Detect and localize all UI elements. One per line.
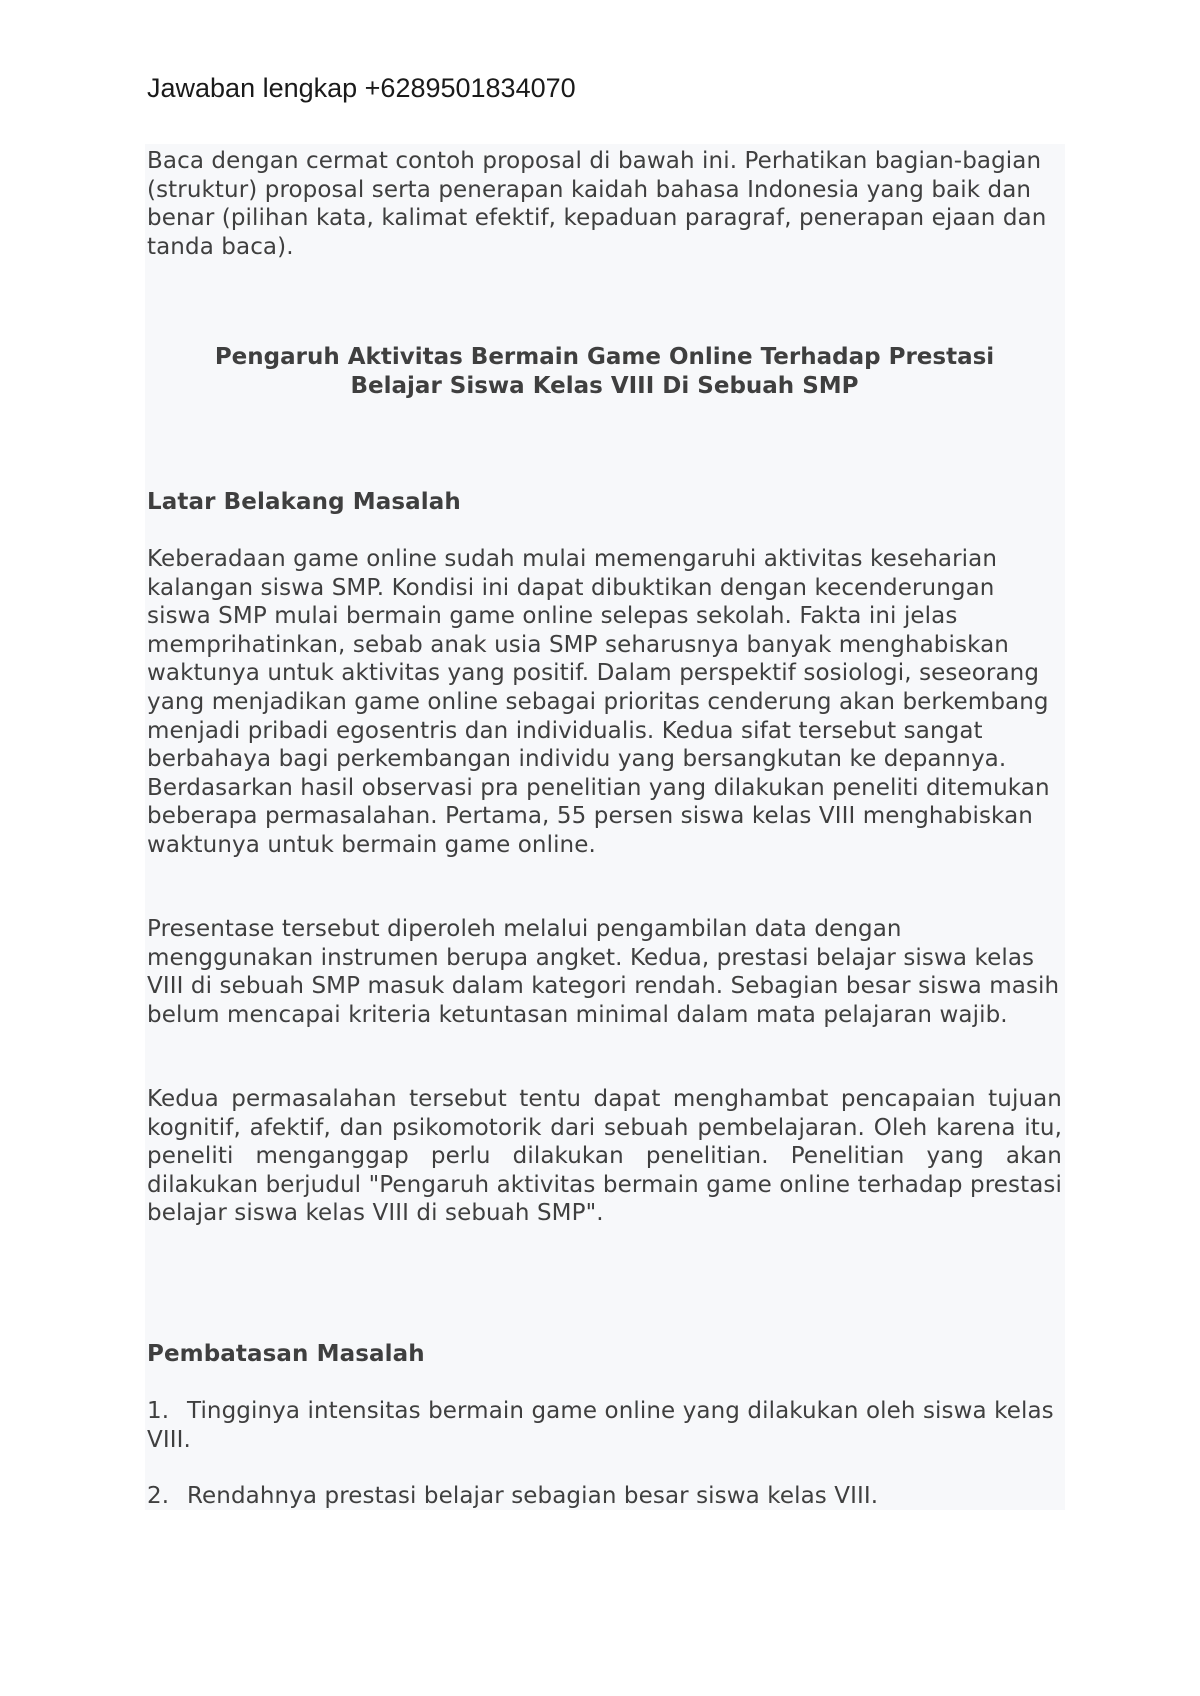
list-item-text: Rendahnya prestasi belajar sebagian besar siswa kelas VIII. <box>187 1483 879 1509</box>
list-item-number: 2. <box>147 1483 170 1509</box>
document-title-line-1: Pengaruh Aktivitas Bermain Game Online Terhadap Prestasi <box>214 344 995 370</box>
instruction-paragraph: Baca dengan cermat contoh proposal di bawah ini. Perhatikan bagian-bagian (struktur) proposal serta penerapan kaidah bahasa Indonesia yang baik dan benar (pilihan kata, kalimat efektif, kepaduan paragraf, penerapan ejaan dan tanda baca). <box>147 148 1047 260</box>
document-title <box>147 343 1062 400</box>
document-title-line-2: Belajar Siswa Kelas VIII Di Sebuah SMP <box>350 372 859 399</box>
background-paragraph-2: Presentase tersebut diperoleh melalui pengambilan data dengan menggunakan instrumen berupa angket. Kedua, prestasi belajar siswa kelas VIII di sebuah SMP masuk dalam kategori rendah. Sebagian besar siswa masih belum mencapai kriteria ketuntasan minimal dalam mata pelajaran wajib. <box>147 916 1060 1028</box>
section-heading-pembatasan-masalah: Pembatasan Masalah <box>147 1341 425 1367</box>
list-item-number: 1. <box>147 1398 170 1424</box>
numbered-list-item <box>147 1397 1062 1454</box>
background-paragraph-1: Keberadaan game online sudah mulai memengaruhi aktivitas keseharian kalangan siswa SMP. Kondisi ini dapat dibuktikan dengan kecenderungan siswa SMP mulai bermain game online selepas sekolah. Fakta ini jelas memprihatinkan, sebab anak usia SMP seharusnya banyak menghabiskan waktunya untuk aktivitas yang positif. Dalam perspektif sosiologi, seseorang yang menjadikan game online sebagai prioritas cenderung akan berkembang menjadi pribadi egosentris dan individualis. Kedua sifat tersebut sangat berbahaya bagi perkembangan individu yang bersangkutan ke depannya. Berdasarkan hasil observasi pra penelitian yang dilakukan peneliti ditemukan beberapa permasalahan. Pertama, 55 persen siswa kelas VIII menghabiskan waktunya untuk bermain game online. <box>147 546 1050 858</box>
list-item-text: Tingginya intensitas bermain game online yang dilakukan oleh siswa kelas VIII. <box>147 1398 1054 1453</box>
page-header-text: Jawaban lengkap +6289501834070 <box>147 73 576 103</box>
numbered-list-item <box>147 1482 1062 1511</box>
section-heading-latar-belakang: Latar Belakang Masalah <box>147 489 461 515</box>
background-paragraph-3: Kedua permasalahan tersebut tentu dapat menghambat pencapaian tujuan kognitif, afektif, dan psikomotorik dari sebuah pembelajaran. Oleh karena itu, peneliti menganggap perlu dilakukan penelitian. Penelitian yang akan dilakukan berjudul "Pengaruh aktivitas bermain game online terhadap prestasi belajar siswa kelas VIII di sebuah SMP". <box>147 1086 1062 1227</box>
